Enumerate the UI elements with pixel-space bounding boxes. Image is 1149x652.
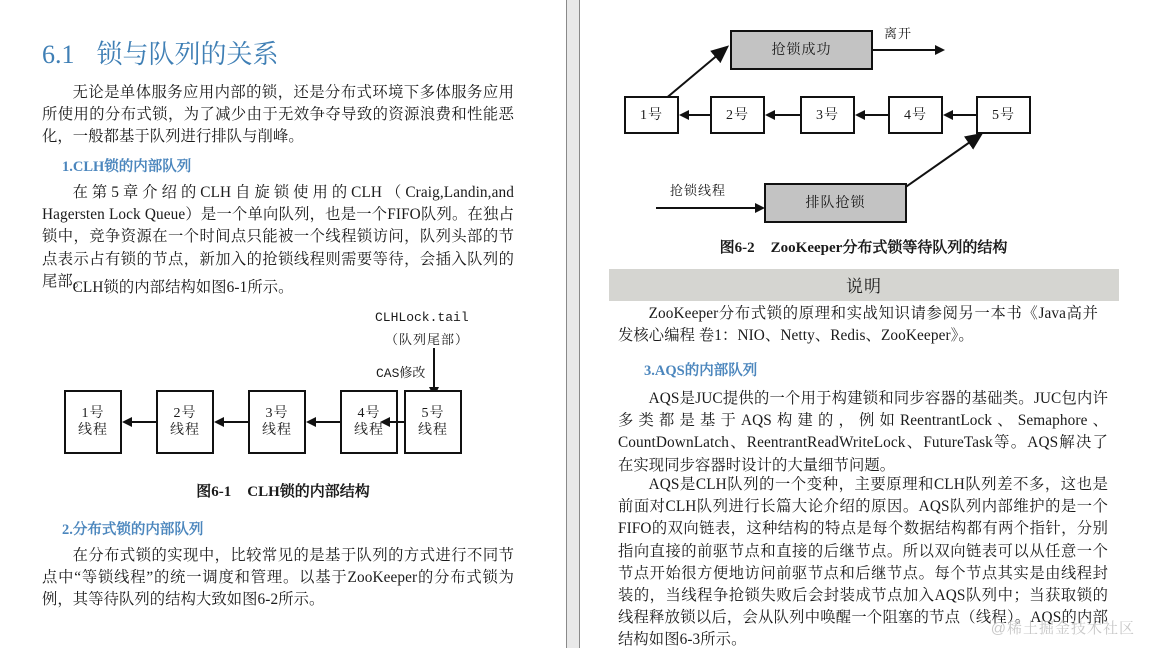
sub-heading-aqs bbox=[644, 359, 757, 380]
zk-arrow-5-to-4 bbox=[952, 114, 976, 116]
clh-node-5: 5号 线程 bbox=[404, 390, 462, 454]
aqs-paragraph-1-block bbox=[618, 388, 1108, 477]
leave-label: 离开 bbox=[884, 26, 913, 41]
aqs-paragraph-1: AQS是JUC提供的一个用于构建锁和同步容器的基础类。JUC包内许多类都是基于AQS构建的，例如ReentrantLock、Semaphore、CountDownLatch、ReentrantReadWriteLock、FutureTask等。AQS解决了在实现同步容器时设计的大量细节问题。 bbox=[618, 390, 1108, 474]
figure-6-2 bbox=[578, 8, 1149, 258]
zk-node-2: 2号 bbox=[710, 96, 765, 134]
clh-node-4: 4号 线程 bbox=[340, 390, 398, 454]
clh-paragraph-1: 在第5章介绍的CLH自旋锁使用的CLH（Craig,Landin,and Hagersten Lock Queue）是一个单向队列，也是一个FIFO队列。在独占锁中，竞争资源在一个时间点只能被一个线程锁访问，队列头部的节点表示占有锁的节点，新加入的抢锁线程则需要等待，会插入队列的尾部。 bbox=[42, 184, 514, 290]
clhlock-tail-sub-label: （队列尾部） bbox=[385, 332, 470, 347]
figure-6-1-caption-text: CLH锁的内部结构 bbox=[247, 484, 370, 500]
figure-6-1 bbox=[0, 300, 566, 510]
sub-heading-dist-label: 2.分布式锁的内部队列 bbox=[62, 522, 204, 538]
note-body-block bbox=[618, 303, 1098, 347]
tail-pointer-arrow bbox=[433, 348, 435, 388]
lock-thread-label: 抢锁线程 bbox=[670, 183, 727, 198]
dist-paragraph: 在分布式锁的实现中，比较常见的是基于队列的方式进行不同节点中“等锁线程”的统一调度和管理。以基于ZooKeeper的分布式锁为例，其等待队列的结构大致如图6-2所示。 bbox=[42, 547, 514, 609]
zk-node-5: 5号 bbox=[976, 96, 1031, 134]
sub-heading-clh bbox=[62, 155, 191, 176]
clhlock-tail-label: CLHLock.tail bbox=[375, 310, 469, 325]
note-header bbox=[609, 269, 1119, 301]
right-column bbox=[578, 0, 1149, 648]
lock-thread-arrow bbox=[656, 207, 756, 209]
queue-lock-box: 排队抢锁 bbox=[764, 183, 907, 223]
figure-6-2-caption-number: 图6-2 bbox=[719, 240, 755, 256]
page-title bbox=[42, 34, 279, 71]
clh-node-2: 2号 线程 bbox=[156, 390, 214, 454]
left-column bbox=[0, 0, 566, 648]
clh-arrow-5-to-4 bbox=[389, 421, 404, 423]
sub-heading-aqs-label: 3.AQS的内部队列 bbox=[644, 363, 758, 379]
clh-paragraph-2: CLH锁的内部结构如图6-1所示。 bbox=[72, 279, 294, 296]
clh-arrow-4-to-3 bbox=[315, 421, 340, 423]
note-title: 说明 bbox=[609, 269, 1119, 301]
intro-paragraph-block bbox=[42, 82, 514, 149]
figure-6-1-caption-number: 图6-1 bbox=[196, 484, 232, 500]
zk-node-3: 3号 bbox=[800, 96, 855, 134]
figure-6-2-caption bbox=[578, 236, 1149, 257]
section-title: 锁与队列的关系 bbox=[96, 40, 279, 69]
note-body: ZooKeeper分布式锁的原理和实战知识请参阅另一本书《Java高并发核心编程 卷1：NIO、Netty、Redis、ZooKeeper》。 bbox=[618, 305, 1098, 345]
figure-6-1-caption bbox=[0, 480, 566, 501]
cas-modify-label: CAS修改 bbox=[376, 366, 426, 381]
watermark: @稀土掘金技术社区 bbox=[990, 620, 1135, 637]
intro-paragraph: 无论是单体服务应用内部的锁，还是分布式环境下多体服务应用所使用的分布式锁，为了减少由于无效争夺导致的资源浪费和性能恶化，一般都基于队列进行排队与削峰。 bbox=[42, 84, 514, 146]
zk-arrow-2-to-1 bbox=[688, 114, 710, 116]
sub-heading-dist bbox=[62, 518, 203, 539]
zk-node-4: 4号 bbox=[888, 96, 943, 134]
clh-node-3: 3号 线程 bbox=[248, 390, 306, 454]
clh-arrow-2-to-1 bbox=[131, 421, 156, 423]
dist-paragraph-block bbox=[42, 545, 514, 612]
clh-node-1: 1号 线程 bbox=[64, 390, 122, 454]
zk-arrow-4-to-3 bbox=[864, 114, 888, 116]
clh-paragraph-2-block bbox=[42, 277, 514, 299]
zk-arrow-3-to-2 bbox=[774, 114, 800, 116]
lock-success-box: 抢锁成功 bbox=[730, 30, 873, 70]
figure-6-2-caption-text: ZooKeeper分布式锁等待队列的结构 bbox=[770, 240, 1008, 256]
section-number: 6.1 bbox=[42, 40, 75, 69]
sub-heading-clh-label: 1.CLH锁的内部队列 bbox=[62, 159, 192, 175]
aqs-paragraph-2: AQS是CLH队列的一个变种，主要原理和CLH队列差不多，这也是前面对CLH队列进行长篇大论介绍的原因。AQS队列内部维护的是一个FIFO的双向链表，这种结构的特点是每个数据结构都有两个指针，分别指向直接的前驱节点和直接的后继节点。所以双向链表可以从任意一个节点开始很方便地访问前驱节点和后继节点。每个节点其实是由线程封装的，当线程争抢锁失败后会封装成节点加入AQS队列中；当获取锁的线程释放锁以后，会从队列中唤醒一个阻塞的节点（线程）。AQS的内部结构如图6-3所示。 bbox=[618, 476, 1108, 649]
clh-arrow-3-to-2 bbox=[223, 421, 248, 423]
zk-node-1: 1号 bbox=[624, 96, 679, 134]
